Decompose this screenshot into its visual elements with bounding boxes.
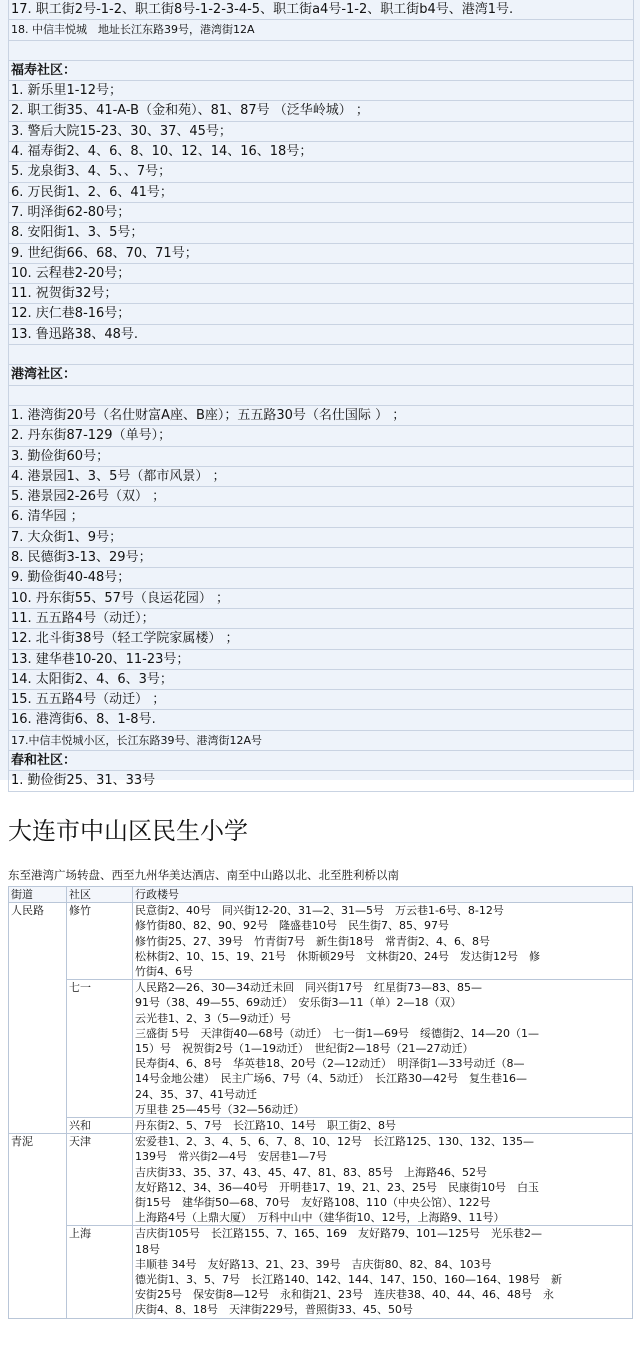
building-line: 街15号 建华街50—68、70号 友好路108、110（中央公馆）、122号: [135, 1196, 491, 1210]
building-line: 修竹街25、27、39号 竹青街7号 新生街18号 常青街2、4、6、8号: [135, 934, 490, 948]
street-cell: 青泥: [9, 1134, 67, 1318]
buildings-cell: [133, 1134, 633, 1226]
building-line: 云光巷1、2、3（5—9动迁）号: [135, 1011, 291, 1025]
community-heading: 春和社区：: [9, 751, 633, 771]
building-line: 竹街4、6号: [135, 965, 193, 979]
list-item: 12. 庆仁巷8-16号；: [9, 304, 633, 324]
community-cell: 天津: [67, 1134, 133, 1226]
list-item: 14. 太阳街2、4、6、3号；: [9, 670, 633, 690]
header-street: 街道: [9, 887, 67, 903]
building-line: 24、35、37、41号动迁: [135, 1087, 257, 1101]
list-item: 11. 祝贺街32号；: [9, 284, 633, 304]
table-row: [9, 1226, 633, 1318]
table-header: [9, 887, 633, 903]
community-cell: 七一: [67, 980, 133, 1118]
list-item: 8. 民德街3-13、29号；: [9, 548, 633, 568]
table-row: [9, 1134, 633, 1226]
list-item: 3. 警后大院15-23、30、37、45号；: [9, 122, 633, 142]
building-line: 人民路2—26、30—34动迁未回 同兴街17号 红星街73—83、85—: [135, 981, 482, 995]
list-item: 16. 港湾街6、8、1-8号.: [9, 710, 633, 730]
list-item: 7. 明泽街62-80号；: [9, 203, 633, 223]
list-item: 1. 港湾街20号（名仕财富A座、B座）；五五路30号（名仕国际 ） ；: [9, 406, 633, 426]
list-item: 11. 五五路4号（动迁）；: [9, 609, 633, 629]
list-item: 9. 勤俭街40-48号；: [9, 568, 633, 588]
building-line: 丰顺巷 34号 友好路13、21、23、39号 吉庆街80、82、84、103号: [135, 1257, 492, 1271]
building-line: 91号（38、49—55、69动迁） 安乐街3—11（单）2—18（双）: [135, 996, 462, 1010]
list-item: 13. 建华巷10-20、11-23号；: [9, 650, 633, 670]
list-item: 9. 世纪街66、68、70、71号；: [9, 244, 633, 264]
building-line: 14号金地公建） 民主广场6、7号（4、5动迁） 长江路30—42号 复生巷16—: [135, 1072, 527, 1086]
list-item: 1. 新乐里1-12号；: [9, 81, 633, 101]
building-line: 18号: [135, 1242, 160, 1256]
list-item: 5. 龙泉街3、4、5、、7号；: [9, 162, 633, 182]
table-row: [9, 980, 633, 1118]
list-item: 4. 福寿街2、4、6、8、10、12、14、16、18号；: [9, 142, 633, 162]
list-item: 10. 丹东街55、57号（良运花园） ；: [9, 589, 633, 609]
list-item: 8. 安阳街1、3、5号；: [9, 223, 633, 243]
building-line: 安街25号 保安街8—12号 永和街21、23号 连庆巷38、40、44、46、48号 永: [135, 1288, 554, 1302]
blank-row: [9, 345, 633, 365]
list-item: 7. 大众街1、9号；: [9, 528, 633, 548]
buildings-cell: [133, 980, 633, 1118]
list-item: 13. 鲁迅路38、48号.: [9, 325, 633, 345]
blank-row: [9, 41, 633, 61]
building-line: 15）号 祝贺街2号（1—19动迁） 世纪街2—18号（21—27动迁）: [135, 1042, 474, 1056]
building-line: 139号 常兴街2—4号 安居巷1—7号: [135, 1150, 327, 1164]
page-title: 大连市中山区民生小学: [8, 817, 248, 845]
buildings-cell: [133, 903, 633, 980]
building-line: 庆街4、8、18号 天津街229号，普照街33、45、50号: [135, 1303, 413, 1317]
header-buildings: 行政楼号: [133, 887, 633, 903]
list-item: 5. 港景园2-26号（双） ；: [9, 487, 633, 507]
list-item: 1. 勤俭街25、31、33号: [9, 771, 633, 791]
building-line: 上海路4号（上鼎大厦） 万科中山中（建华街10、12号，上海路9、11号）: [135, 1211, 505, 1225]
buildings-cell: [133, 1118, 633, 1134]
list-item: 17. 职工街2号-1-2、职工街8号-1-2-3-4-5、职工街a4号-1-2、职工街b4号、港湾1号.: [9, 0, 633, 20]
list-item: 4. 港景园1、3、5号（都市风景） ；: [9, 467, 633, 487]
community-heading: 福寿社区：: [9, 61, 633, 81]
building-line: 丹东街2、5、7号 长江路10、14号 职工街2、8号: [135, 1119, 396, 1133]
community-cell: 修竹: [67, 903, 133, 980]
community-cell: 上海: [67, 1226, 133, 1318]
building-line: 修竹街80、82、90、92号 隆盛巷10号 民生街7、85、97号: [135, 919, 449, 933]
building-line: 万里巷 25—45号（32—56动迁）: [135, 1102, 305, 1116]
list-item: 6. 万民街1、2、6、41号；: [9, 183, 633, 203]
building-line: 三盛街 5号 天津街40—68号（动迁） 七一街1—69号 绥德街2、14—20（1—: [135, 1026, 539, 1040]
list-item: 2. 丹东街87-129（单号）；: [9, 426, 633, 446]
table-row: [9, 903, 633, 980]
building-line: 松林街2、10、15、19、21号 休斯顿29号 文林街20、24号 发达街12号 修: [135, 949, 540, 963]
list-item: 12. 北斗街38号（轻工学院家属楼） ；: [9, 629, 633, 649]
community-rows: [8, 0, 634, 792]
list-item: 15. 五五路4号（动迁） ；: [9, 690, 633, 710]
header-community: 社区: [67, 887, 133, 903]
list-item: 6. 清华园 ；: [9, 507, 633, 527]
list-item: 2. 职工街35、41-A-B（金和苑）、81、87号 （泛华岭城） ；: [9, 101, 633, 121]
building-line: 友好路12、34、36—40号 开明巷17、19、21、23、25号 民康街10号 白玉: [135, 1180, 539, 1194]
list-item: 17.中信丰悦城小区，长江东路39号、港湾街12A号: [9, 731, 633, 751]
building-line: 德光街1、3、5、7号 长江路140、142、144、147、150、160—164、198号 新: [135, 1273, 562, 1287]
building-line: 吉庆街33、35、37、43、45、47、81、83、85号 上海路46、52号: [135, 1165, 487, 1179]
table-row: [9, 1118, 633, 1134]
school-boundary: 东至港湾广场转盘、西至九州华美达酒店、南至中山路以北、北至胜利桥以南: [8, 868, 399, 882]
list-item: 10. 云程巷2-20号；: [9, 264, 633, 284]
list-item: 18. 中信丰悦城 地址长江东路39号，港湾街12A: [9, 20, 633, 40]
district-table: [8, 886, 633, 1319]
building-line: 吉庆街105号 长江路155、7、165、169 友好路79、101—125号 光乐巷2—: [135, 1227, 542, 1241]
street-cell: 人民路: [9, 903, 67, 1134]
building-line: 民意街2、40号 同兴街12-20、31—2、31—5号 万云巷1-6号、8-12号: [135, 904, 504, 918]
buildings-cell: [133, 1226, 633, 1318]
community-cell: 兴和: [67, 1118, 133, 1134]
community-heading: 港湾社区：: [9, 365, 633, 385]
blank-row: [9, 386, 633, 406]
list-item: 3. 勤俭街60号；: [9, 447, 633, 467]
building-line: 民寿街4、6、8号 华英巷18、20号（2—12动迁） 明泽街1—33号动迁（8—: [135, 1057, 525, 1071]
building-line: 宏爱巷1、2、3、4、5、6、7、8、10、12号 长江路125、130、132、135—: [135, 1135, 534, 1149]
